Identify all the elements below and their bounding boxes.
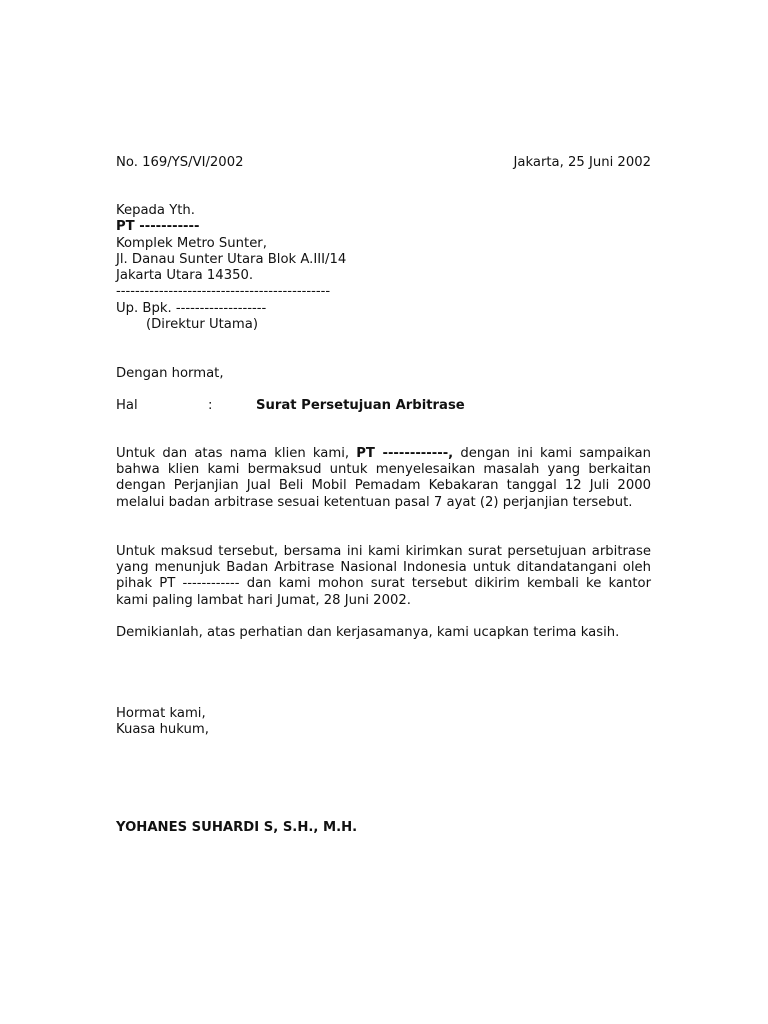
recipient-address-line1: Komplek Metro Sunter, xyxy=(116,236,267,251)
body-p1-company: PT ------------, xyxy=(356,446,454,461)
letter-number: No. 169/YS/VI/2002 xyxy=(116,155,244,170)
recipient-attention: Up. Bpk. ------------------- xyxy=(116,301,267,316)
recipient-attention-title: (Direktur Utama) xyxy=(146,317,258,332)
greeting: Dengan hormat, xyxy=(116,366,224,381)
body-paragraph-3: Demikianlah, atas perhatian dan kerjasamanya, kami ucapkan terima kasih. xyxy=(116,625,620,640)
subject-colon: : xyxy=(208,398,213,413)
recipient-to: Kepada Yth. xyxy=(116,203,195,218)
body-paragraph-1 xyxy=(116,446,651,511)
recipient-address-line2: Jl. Danau Sunter Utara Blok A.III/14 xyxy=(116,252,347,267)
body-p1-pre: Untuk dan atas nama klien kami, xyxy=(116,446,357,461)
recipient-company: PT ----------- xyxy=(116,219,200,234)
letter-place-date: Jakarta, 25 Juni 2002 xyxy=(513,155,651,170)
closing-line2: Kuasa hukum, xyxy=(116,722,209,737)
signatory-name: YOHANES SUHARDI S, S.H., M.H. xyxy=(116,820,358,835)
closing-line1: Hormat kami, xyxy=(116,706,206,721)
body-paragraph-2: Untuk maksud tersebut, bersama ini kami kirimkan surat persetujuan arbitrase yang menunjuk Badan Arbitrase Nasional Indonesia untuk ditandatangani oleh pihak PT ------------ dan kami mohon surat tersebut dikirim kembali ke kantor kami paling lambat hari Jumat, 28 Juni 2002. xyxy=(116,544,651,608)
body-p1-post: dengan ini kami sampaikan bahwa klien kami bermaksud untuk menyelesaikan masalah yang berkaitan dengan Perjanjian Jual Beli Mobil Pemadam Kebakaran tanggal 12 Juli 2000 melalui badan arbitrase sesuai ketentuan pasal 7 ayat (2) perjanjian tersebut. xyxy=(116,446,651,510)
subject-value: Surat Persetujuan Arbitrase xyxy=(256,398,465,413)
recipient-address-line3: Jakarta Utara 14350. xyxy=(116,268,254,283)
recipient-separator: --------------------------------------------- xyxy=(116,284,331,299)
subject-label: Hal xyxy=(116,398,138,413)
